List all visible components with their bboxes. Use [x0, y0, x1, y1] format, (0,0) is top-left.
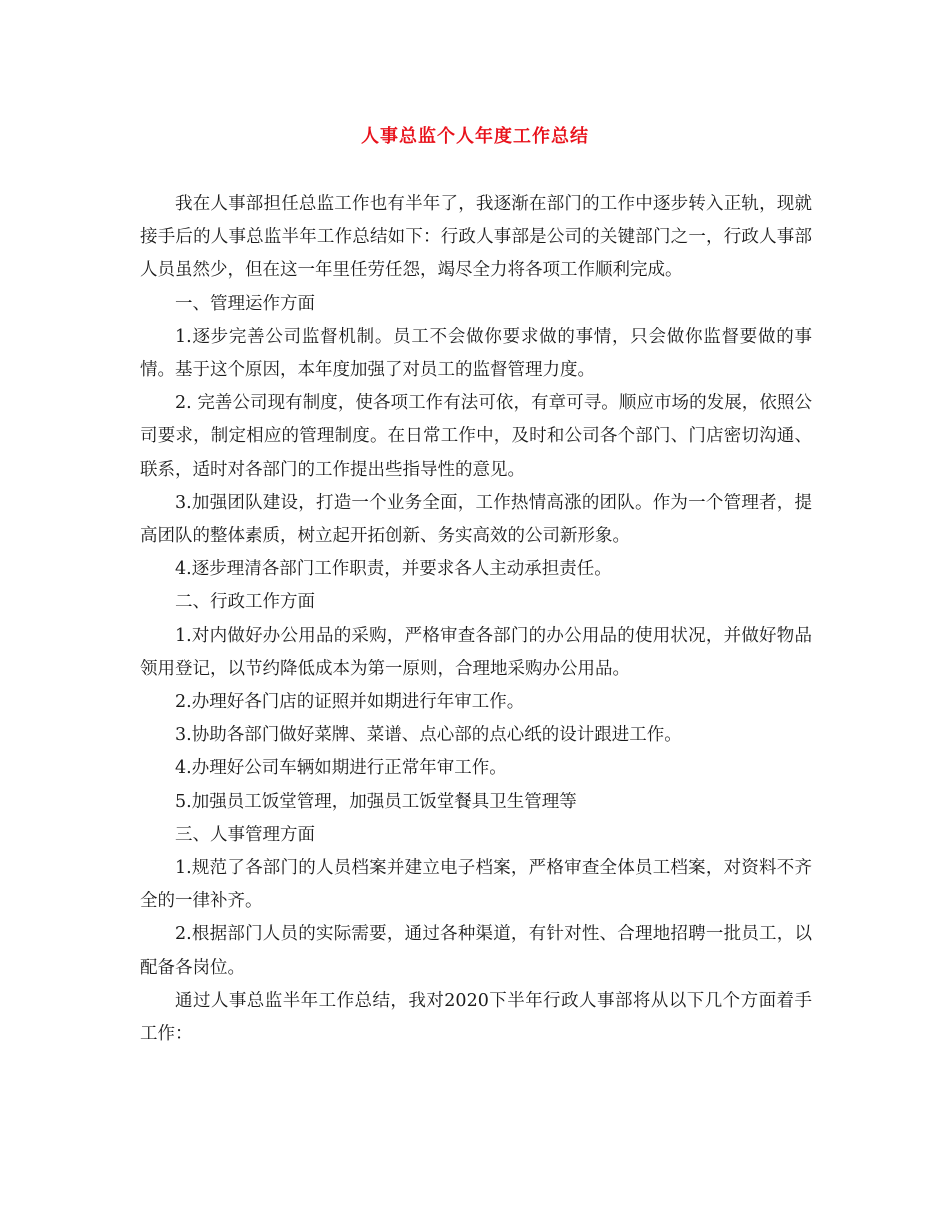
paragraph-closing: 通过人事总监半年工作总结，我对2020下半年行政人事部将从以下几个方面着手工作： [140, 990, 812, 1045]
section-heading-admin: 二、行政工作方面 [175, 592, 315, 613]
section-heading-management: 一、管理运作方面 [175, 293, 315, 314]
paragraph: 5.加强员工饭堂管理，加强员工饭堂餐具卫生管理等 [175, 791, 577, 812]
paragraph: 1.逐步完善公司监督机制。员工不会做你要求做的事情，只会做你监督要做的事情。基于这个原因，本年度加强了对员工的监督管理力度。 [140, 326, 812, 381]
paragraph: 3.加强团队建设，打造一个业务全面，工作热情高涨的团队。作为一个管理者，提高团队的整体素质，树立起开拓创新、务实高效的公司新形象。 [140, 492, 812, 547]
paragraph-intro: 我在人事部担任总监工作也有半年了，我逐渐在部门的工作中逐步转入正轨，现就接手后的人事总监半年工作总结如下：行政人事部是公司的关键部门之一，行政人事部人员虽然少，但在这一年里任劳任怨，竭尽全力将各项工作顺利完成。 [140, 194, 812, 281]
paragraph: 2.根据部门人员的实际需要，通过各种渠道，有针对性、合理地招聘一批员工，以配备各岗位。 [140, 924, 812, 978]
paragraph: 4.逐步理清各部门工作职责，并要求各人主动承担责任。 [175, 559, 612, 580]
paragraph: 3.协助各部门做好菜牌、菜谱、点心部的点心纸的设计跟进工作。 [175, 725, 682, 746]
document-body [140, 188, 812, 1051]
document-title: 人事总监个人年度工作总结 [361, 126, 589, 147]
paragraph: 2. 完善公司现有制度，使各项工作有法可依，有章可寻。顺应市场的发展，依照公司要求，制定相应的管理制度。在日常工作中，及时和公司各个部门、门店密切沟通、联系，适时对各部门的工作提出些指导性的意见。 [140, 393, 812, 480]
paragraph: 1.规范了各部门的人员档案并建立电子档案，严格审查全体员工档案，对资料不齐全的一律补齐。 [140, 858, 812, 912]
paragraph: 2.办理好各门店的证照并如期进行年审工作。 [175, 692, 525, 713]
section-heading-hr: 三、人事管理方面 [175, 824, 315, 845]
paragraph: 4.办理好公司车辆如期进行正常年审工作。 [175, 758, 507, 779]
paragraph: 1.对内做好办公用品的采购，严格审查各部门的办公用品的使用状况，并做好物品领用登记，以节约降低成本为第一原则，合理地采购办公用品。 [140, 625, 812, 679]
